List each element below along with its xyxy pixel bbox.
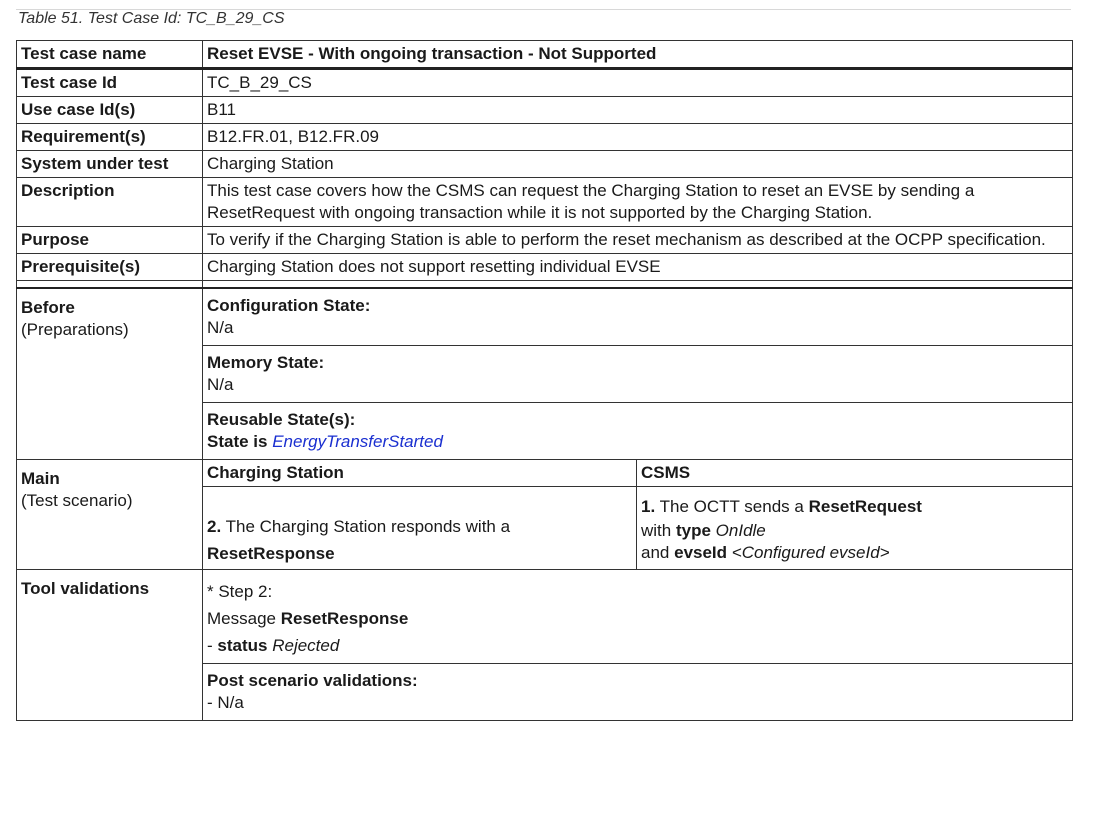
- step-2-line: [207, 513, 632, 540]
- before-subtitle: (Preparations): [21, 320, 129, 339]
- tool-message-prefix: Message: [207, 609, 276, 628]
- label-tool-validations: Tool validations: [17, 570, 203, 721]
- value-use-case: B11: [203, 97, 1073, 124]
- tool-message-line: [207, 605, 1068, 632]
- step-1-number: 1.: [641, 497, 656, 516]
- col-header-csms: CSMS: [637, 460, 1073, 487]
- config-state-cell: [203, 288, 1073, 346]
- row-before-config: [17, 288, 1073, 346]
- tool-validation-cell: [203, 570, 1073, 664]
- row-system-under-test: [17, 151, 1073, 178]
- step-2-number: 2.: [207, 517, 222, 536]
- tool-status-dash: -: [207, 636, 213, 655]
- label-requirements: Requirement(s): [17, 124, 203, 151]
- memory-state-value: N/a: [207, 375, 234, 394]
- label-prerequisites: Prerequisite(s): [17, 254, 203, 281]
- step-1-with: with: [641, 521, 672, 540]
- main-title: Main: [21, 469, 60, 488]
- label-purpose: Purpose: [17, 227, 203, 254]
- step-1-type-value: OnIdle: [715, 521, 766, 540]
- value-system-under-test: Charging Station: [203, 151, 1073, 178]
- main-subtitle: (Test scenario): [21, 491, 133, 510]
- tool-status-value: Rejected: [272, 636, 340, 655]
- step-1-evse-value: <Configured evseId>: [731, 543, 890, 562]
- step-1-cell: [637, 487, 1073, 570]
- step-2-cell: [203, 487, 637, 570]
- value-test-case-id: TC_B_29_CS: [203, 69, 1073, 97]
- row-description: [17, 178, 1073, 227]
- tool-status-line: [207, 632, 1068, 659]
- tool-status-key: status: [217, 636, 268, 655]
- tool-message-name: ResetResponse: [280, 609, 409, 628]
- post-scenario-title: Post scenario validations:: [207, 671, 418, 690]
- label-before: [17, 288, 203, 460]
- row-spacer: [17, 281, 1073, 289]
- step-1-message: ResetRequest: [808, 497, 922, 516]
- energy-transfer-started-link[interactable]: EnergyTransferStarted: [272, 432, 443, 451]
- tool-step: * Step 2:: [207, 582, 273, 601]
- post-scenario-cell: [203, 664, 1073, 721]
- row-use-case: [17, 97, 1073, 124]
- label-test-case-id: Test case Id: [17, 69, 203, 97]
- label-use-case: Use case Id(s): [17, 97, 203, 124]
- row-tool-validations: [17, 570, 1073, 664]
- config-state-value: N/a: [207, 318, 234, 337]
- memory-state-title: Memory State:: [207, 353, 325, 372]
- step-1-evse-line: [641, 542, 1068, 564]
- col-header-charging-station: Charging Station: [203, 460, 637, 487]
- reusable-state-line: [207, 431, 1068, 453]
- test-case-table: [16, 40, 1073, 721]
- step-1-line: [641, 493, 1068, 520]
- label-test-case-name: Test case name: [17, 41, 203, 69]
- post-scenario-value: - N/a: [207, 693, 244, 712]
- spacer-cell-right: [203, 281, 1073, 289]
- row-test-case-id: [17, 69, 1073, 97]
- value-requirements: B12.FR.01, B12.FR.09: [203, 124, 1073, 151]
- value-purpose: To verify if the Charging Station is able to perform the reset mechanism as described at the OCPP specification.: [203, 227, 1073, 254]
- step-2-text: The Charging Station responds with a: [225, 517, 511, 536]
- memory-state-cell: [203, 346, 1073, 403]
- value-prerequisites: Charging Station does not support resetting individual EVSE: [203, 254, 1073, 281]
- value-test-case-name: Reset EVSE - With ongoing transaction - Not Supported: [203, 41, 1073, 69]
- step-1-evse-key: evseId: [674, 543, 728, 562]
- before-title: Before: [21, 298, 75, 317]
- label-system-under-test: System under test: [17, 151, 203, 178]
- step-1-text: The OCTT sends a: [659, 497, 804, 516]
- spacer-cell-left: [17, 281, 203, 289]
- value-description: This test case covers how the CSMS can request the Charging Station to reset an EVSE by sending a ResetRequest with ongoing transaction while it is not supported by the Charging Station.: [203, 178, 1073, 227]
- step-1-type-line: [641, 520, 1068, 542]
- row-purpose: [17, 227, 1073, 254]
- reusable-state-prefix: State is: [207, 432, 268, 451]
- reusable-state-cell: [203, 403, 1073, 460]
- row-requirements: [17, 124, 1073, 151]
- step-2-message: ResetResponse: [207, 544, 335, 563]
- row-main-header: [17, 460, 1073, 487]
- table-caption: Table 51. Test Case Id: TC_B_29_CS: [18, 10, 285, 27]
- config-state-title: Configuration State:: [207, 296, 371, 315]
- reusable-state-title: Reusable State(s):: [207, 410, 356, 429]
- label-main: [17, 460, 203, 570]
- row-test-case-name: [17, 41, 1073, 69]
- step-1-type-key: type: [675, 521, 711, 540]
- label-description: Description: [17, 178, 203, 227]
- row-prerequisites: [17, 254, 1073, 281]
- step-1-and: and: [641, 543, 670, 562]
